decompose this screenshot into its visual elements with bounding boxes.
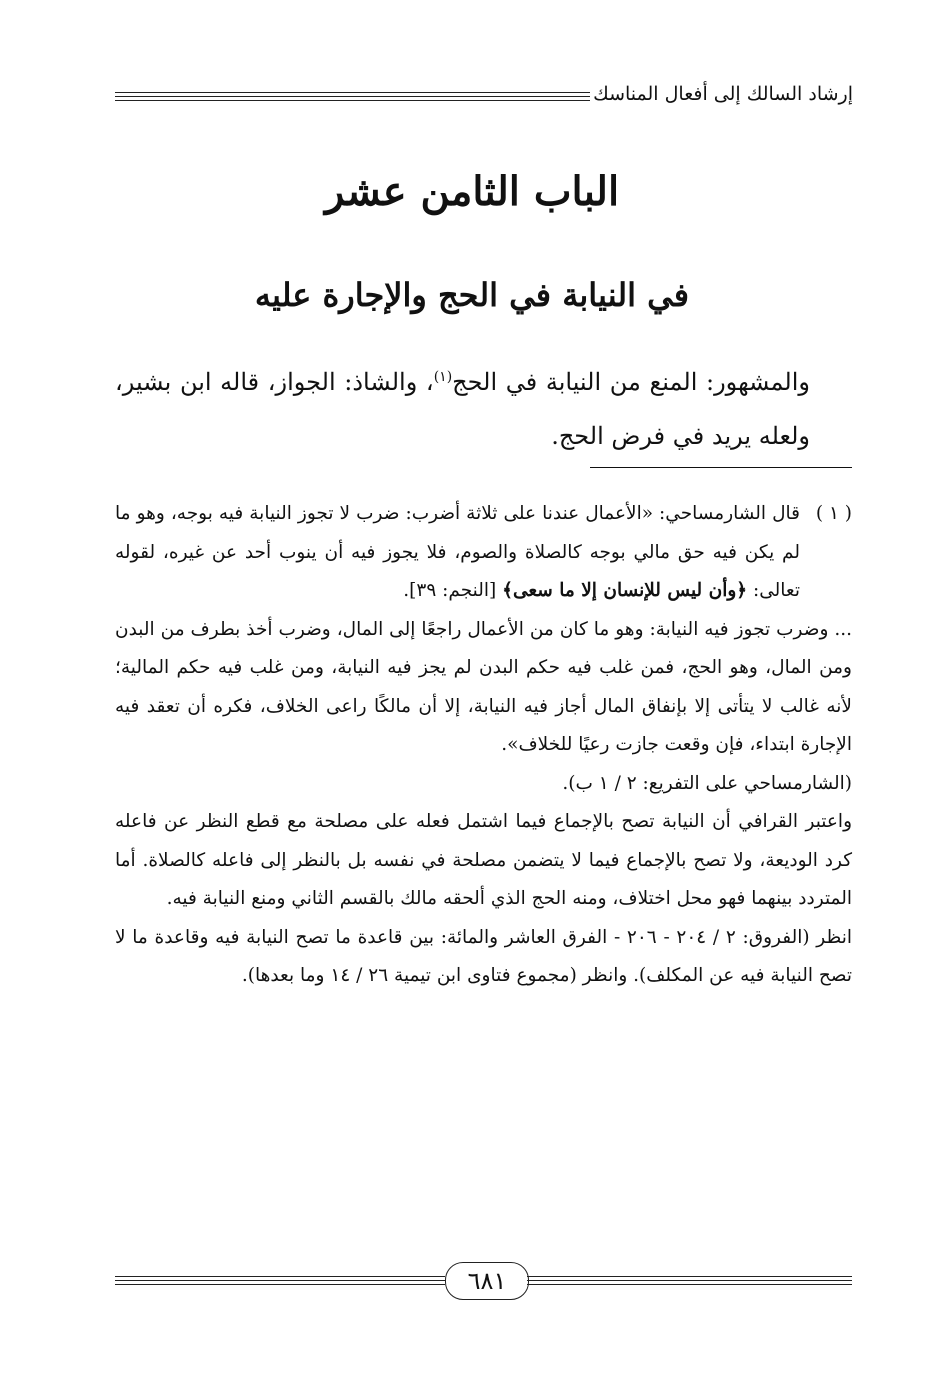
quran-reference: [النجم: ٣٩].: [403, 580, 497, 601]
main-text-part-2: ، والشاذ: الجواز، قاله ابن بشير، ولعله يريد في فرض الحج.: [115, 368, 810, 450]
footnote-paragraph-4: واعتبر القرافي أن النيابة تصح بالإجماع فيما اشتمل فعله على مصلحة مع قطع النظر عن فاعله كرد الوديعة، ولا تصح بالإجماع فيما لا يتضمن مصلحة في نفسه بل بالنظر إلى فاعله كالصلاة. أما المتردد بينهما فهو محل اختلاف، ومنه الحج الذي ألحقه مالك بالقسم الثاني ومنع النيابة فيه.: [115, 811, 852, 909]
page-number: ٦٨١: [445, 1262, 529, 1300]
chapter-subtitle: في النيابة في الحج والإجارة عليه: [254, 276, 690, 314]
quran-quote: ﴿وأن ليس للإنسان إلا ما سعى﴾: [502, 580, 748, 601]
footnote-paragraph-1: [115, 495, 852, 611]
footnote-separator: [590, 467, 852, 468]
footnote-paragraph-3: (الشارمساحي على التفريع: ٢ / ١ ب).: [562, 772, 852, 794]
header-rule: [115, 92, 590, 102]
main-text-part-1: والمشهور: المنع من النيابة في الحج: [452, 368, 810, 396]
footnote-p1-text: قال الشارمساحي: «الأعمال عندنا على ثلاثة أضرب: ضرب لا تجوز النيابة فيه بوجه، وهو ما لم يكن فيه حق مالي بوجه كالصلاة والصوم، فلا يجوز فيه أن ينوب أحد عن غيره، لقوله تعالى:: [115, 503, 800, 601]
page-footer: [115, 1262, 852, 1302]
footnote-paragraph-2: ... وضرب تجوز فيه النيابة: وهو ما كان من الأعمال راجعًا إلى المال، وضرب أخذ بطرف من البدن ومن المال، وهو الحج، فمن غلب فيه حكم البدن لم يجز فيه النيابة، ومن غلب فيه حكم المالية؛ لأنه غالب لا يتأتى إلا بإنفاق المال أجاز فيه النيابة، إلا أن مالكًا راعى الخلاف، فكره أن تعقد فيه الإجارة ابتداء، فإن وقعت جازت رعيًا للخلاف».: [115, 618, 852, 755]
footer-rule-right: [527, 1276, 852, 1286]
running-header: [115, 82, 853, 112]
footnote-number: ( ١ ): [815, 503, 852, 524]
chapter-title: الباب الثامن عشر: [324, 168, 620, 215]
main-paragraph: [115, 350, 810, 463]
footnote-paragraph-5: انظر (الفروق: ٢ / ٢٠٤ - ٢٠٦ - الفرق العاشر والمائة: بين قاعدة ما تصح النيابة فيه وقاعدة ما لا تصح النيابة فيه عن المكلف). وانظر (مجموع فتاوى ابن تيمية ٢٦ / ١٤ وما بعدها).: [115, 926, 852, 986]
running-title: إرشاد السالك إلى أفعال المناسك: [593, 83, 853, 105]
footer-rule-left: [115, 1276, 445, 1286]
footnote-ref: (١): [433, 369, 453, 385]
footnote: [115, 495, 852, 996]
